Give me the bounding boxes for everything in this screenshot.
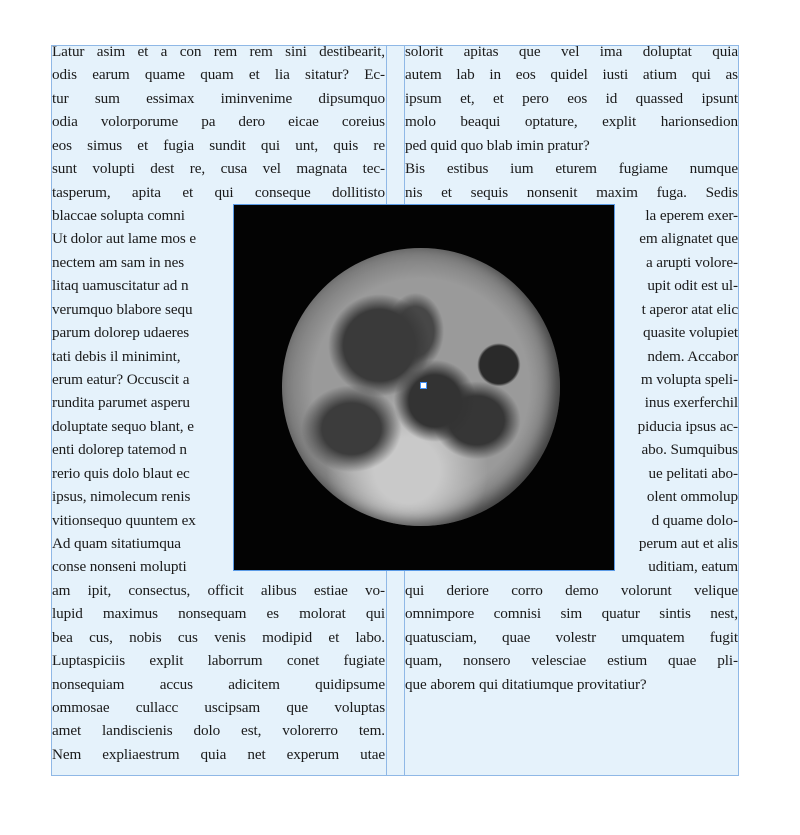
text-line: olent ommolup (646, 488, 738, 506)
text-line: molo beaqui optature, explit harionsedion (405, 113, 738, 131)
text-line: sunt volupti dest re, cusa vel magnata tec- (52, 160, 385, 178)
text-line: amet landiscienis dolo est, volorerro tem. (52, 722, 385, 740)
text-line: autem lab in eos quidel iusti atium qui as (405, 66, 738, 84)
text-line: ndem. Accabor (647, 347, 738, 365)
text-line: tasperum, apita et qui conseque dollitisto (52, 183, 385, 201)
text-line: piducia ipsus ac- (637, 417, 738, 435)
text-line: inus exerferchil (644, 394, 738, 412)
text-line: qui deriore corro demo volorunt velique (405, 581, 738, 599)
text-line: upit odit est ul- (647, 277, 738, 295)
text-line: m volupta speli- (640, 371, 738, 389)
image-center-handle[interactable] (420, 382, 427, 389)
text-line: perum aut et alis (638, 535, 738, 553)
text-line: tur sum essimax iminvenime dipsumquo (52, 89, 385, 107)
text-line: nectem am sam in nes (52, 253, 185, 271)
text-line: a arupti volore- (645, 253, 738, 271)
text-line: que aborem qui ditatiumque provitatiur? (405, 675, 647, 693)
text-line: solorit apitas que vel ima doluptat quia (405, 43, 738, 60)
text-line: em alignatet que (639, 230, 738, 248)
image-frame[interactable] (233, 204, 615, 571)
text-line: rerio quis dolo blaut ec (52, 464, 190, 482)
text-line: quam, nonsero velesciae estium quae pli- (405, 652, 738, 670)
text-line: erum eatur? Occuscit a (52, 371, 190, 389)
text-line: parum dolorep udaeres (52, 324, 190, 342)
text-line: rundita parumet asperu (52, 394, 190, 412)
text-line: quatusciam, quae volestr umquatem fugit (405, 628, 738, 646)
text-line: abo. Sumquibus (641, 441, 738, 459)
text-line: nis et sequis nonsenit maxim fuga. Sedis (405, 183, 738, 201)
text-line: d quame dolo- (651, 511, 738, 529)
text-line: litaq uamuscitatur ad n (52, 277, 189, 295)
text-line: am ipit, consectus, officit alibus estiae vo- (52, 581, 385, 599)
text-line: blaccae solupta comni (52, 207, 185, 224)
text-line: Luptaspiciis explit laborrum conet fugiate (52, 652, 385, 670)
text-line: lupid maximus nonsequam es molorat qui (52, 605, 385, 623)
text-line: tati debis il minimint, (52, 347, 181, 365)
text-line: verumquo blabore sequ (52, 300, 193, 318)
text-line: ue pelitati abo- (648, 464, 738, 482)
text-line: Bis estibus ium eturem fugiame numque (405, 160, 738, 178)
text-line: la eperem exer- (645, 207, 738, 224)
text-line: enti dolorep tatemod n (52, 441, 187, 459)
text-line: omnimpore comnisi sim quatur sintis nest, (405, 605, 738, 623)
text-line: ipsum et, et pero eos id quassed ipsunt (405, 89, 738, 107)
text-line: bea cus, nobis cus venis modipid et labo. (52, 628, 385, 646)
text-line: ommosae cullacc uscipsam que voluptas (52, 699, 385, 717)
text-line: ipsus, nimolecum renis (52, 488, 191, 506)
text-line: Latur asim et a con rem rem sini destibearit, (52, 43, 385, 60)
text-line: ped quid quo blab imin pratur? (405, 136, 590, 154)
text-line: quasite volupiet (643, 324, 738, 342)
text-line: odis earum quame quam et lia sitatur? Ec- (52, 66, 385, 84)
text-line: eos simus et fugia sundit qui unt, quis re (52, 136, 385, 154)
text-line: Nem expliaestrum quia net experum utae (52, 745, 385, 763)
text-line: doluptate sequo blant, e (52, 417, 194, 435)
text-line: odia volorporume pa dero eicae coreius (52, 113, 385, 131)
text-line: Ad quam sitatiumqua (52, 535, 181, 553)
text-line: nonsequiam accus adicitem quidipsume (52, 675, 385, 693)
text-line: Ut dolor aut lame mos e (52, 230, 197, 248)
text-line: vitionsequo quuntem ex (52, 511, 196, 529)
text-line: conse nonseni molupti (52, 558, 187, 576)
text-line: uditiam, eatum (648, 558, 738, 576)
text-line: t aperor atat elic (641, 300, 738, 318)
